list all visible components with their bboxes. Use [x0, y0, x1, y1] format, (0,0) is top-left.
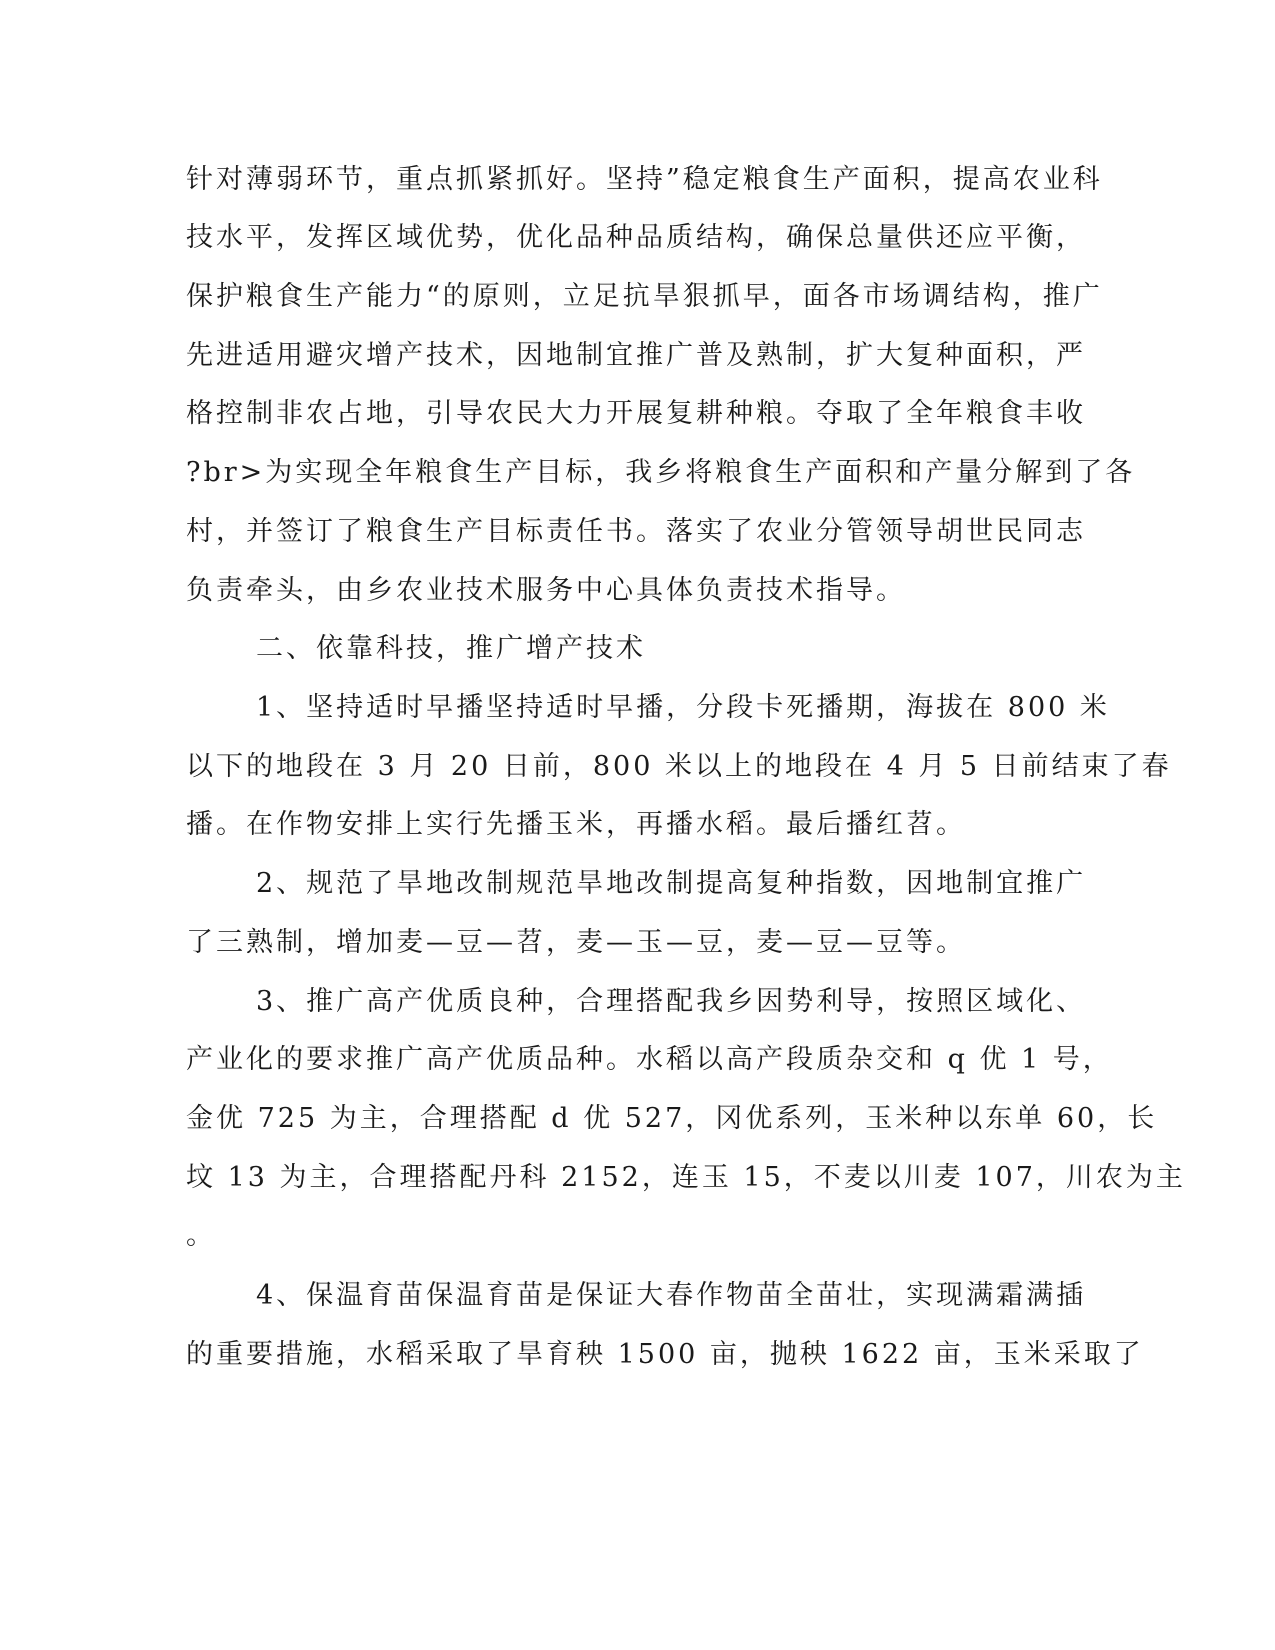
section-heading: 二、依靠科技，推广增产技术 [256, 633, 646, 664]
paragraph-line: 负责牵头，由乡农业技术服务中心具体负责技术指导。 [186, 575, 906, 606]
paragraph-line: 金优 725 为主，合理搭配 d 优 527，冈优系列，玉米种以东单 60，长 [186, 1103, 1158, 1134]
paragraph-line: 3、推广高产优质良种，合理搭配我乡因势利导，按照区域化、 [256, 986, 1087, 1017]
paragraph-line: 针对薄弱环节，重点抓紧抓好。坚持”稳定粮食生产面积，提高农业科 [186, 164, 1103, 195]
paragraph-line: 1、坚持适时早播坚持适时早播，分段卡死播期，海拔在 800 米 [256, 692, 1110, 723]
paragraph-line: 播。在作物安排上实行先播玉米，再播水稻。最后播红苕。 [186, 809, 966, 840]
paragraph-line: 产业化的要求推广高产优质品种。水稻以高产段质杂交和 q 优 1 号， [186, 1044, 1113, 1075]
paragraph-line: 的重要措施，水稻采取了旱育秧 1500 亩，抛秧 1622 亩，玉米采取了 [186, 1339, 1144, 1370]
paragraph-line: 以下的地段在 3 月 20 日前，800 米以上的地段在 4 月 5 日前结束了春 [186, 751, 1172, 782]
paragraph-line: ?br>为实现全年粮食生产目标，我乡将粮食生产面积和产量分解到了各 [186, 457, 1136, 488]
paragraph-line: 技水平，发挥区域优势，优化品种品质结构，确保总量供还应平衡， [186, 222, 1086, 253]
paragraph-line: 。 [186, 1220, 216, 1251]
paragraph-line: 了三熟制，增加麦—豆—苕，麦—玉—豆，麦—豆—豆等。 [186, 927, 966, 958]
paragraph-line: 2、规范了旱地改制规范旱地改制提高复种指数，因地制宜推广 [256, 868, 1087, 899]
paragraph-line: 格控制非农占地，引导农民大力开展复耕种粮。夺取了全年粮食丰收 [186, 398, 1086, 429]
paragraph-line: 先进适用避灾增产技术，因地制宜推广普及熟制，扩大复种面积，严 [186, 340, 1086, 371]
paragraph-line: 村，并签订了粮食生产目标责任书。落实了农业分管领导胡世民同志 [186, 516, 1086, 547]
paragraph-line: 4、保温育苗保温育苗是保证大春作物苗全苗壮，实现满霜满插 [256, 1280, 1087, 1311]
paragraph-line: 坟 13 为主，合理搭配丹科 2152，连玉 15，不麦以川麦 107，川农为主 [186, 1162, 1186, 1193]
paragraph-line: 保护粮食生产能力“的原则，立足抗旱狠抓早，面各市场调结构，推广 [186, 281, 1103, 312]
